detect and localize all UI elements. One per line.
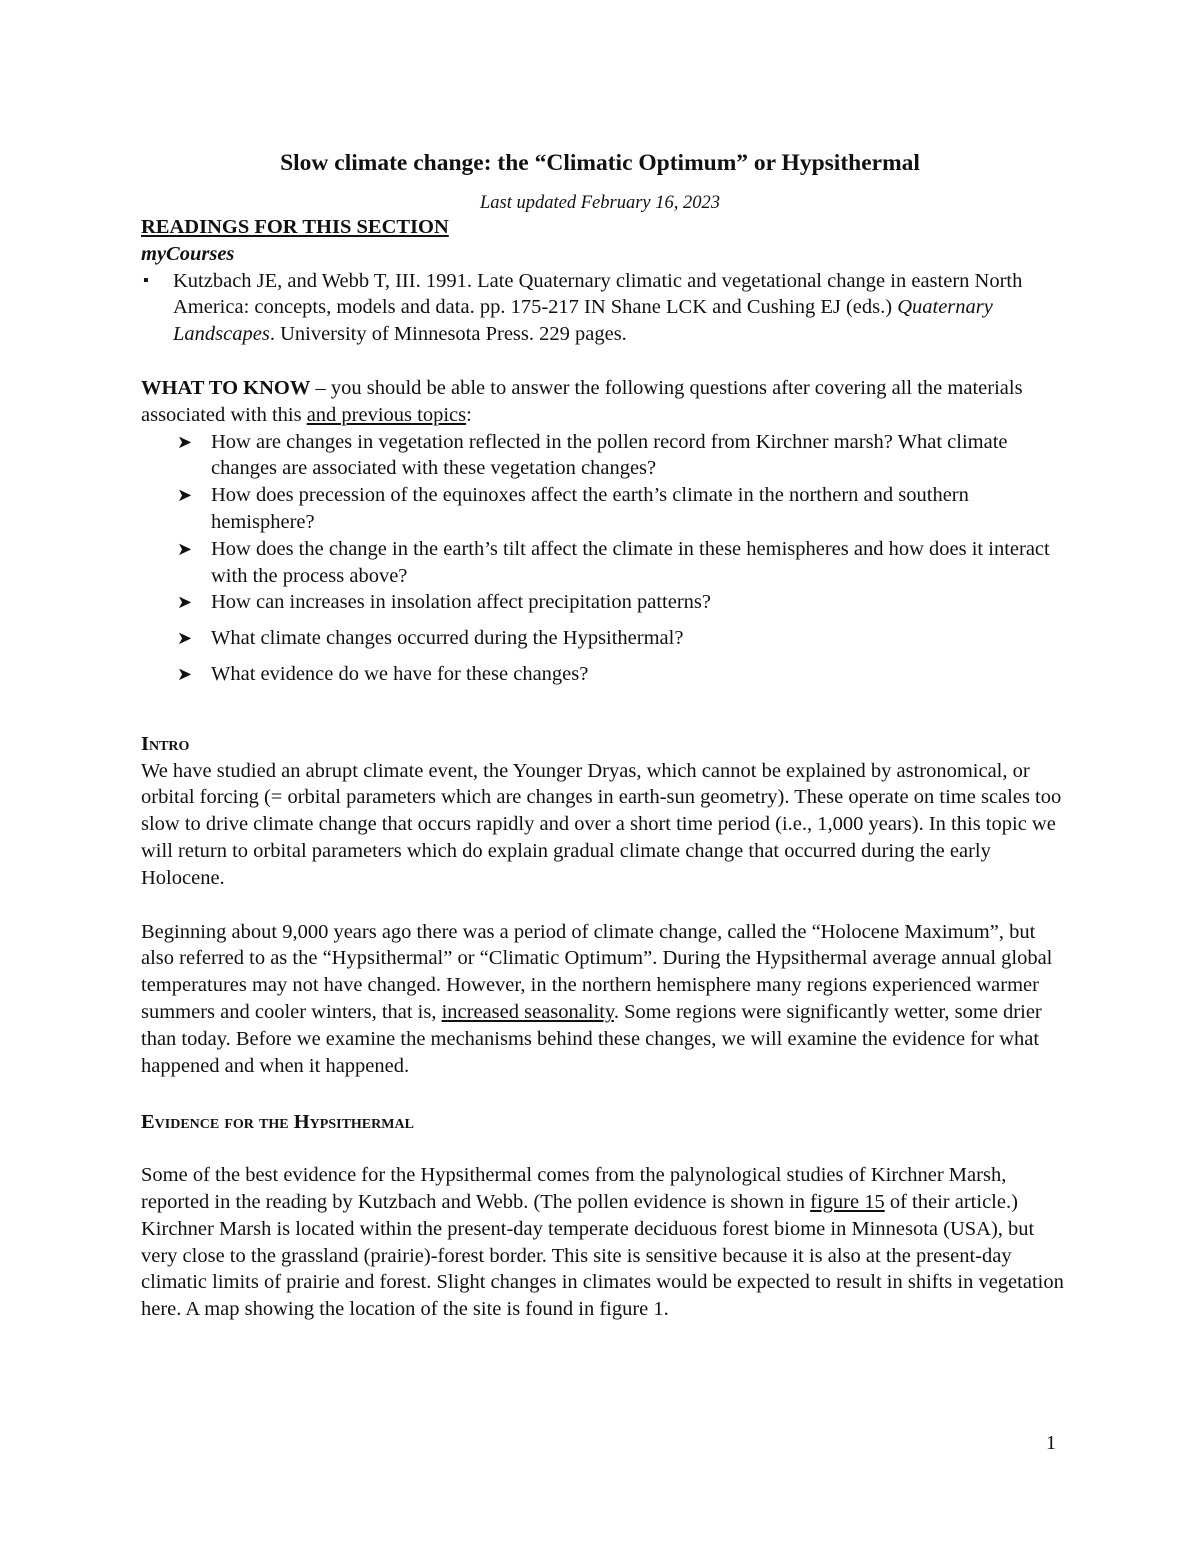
what-to-know-intro (141, 375, 1071, 429)
arrow-bullet-icon: ➤ (177, 431, 193, 452)
question-item (141, 625, 1071, 652)
evidence-paragraph-part2: of their article.) Kirchner Marsh is located within the present-day temperate deciduous forest biome in Minnesota (USA), but very close to the grassland (prairie)-forest border. This site is sensitive because it is also at the present-day climatic limits of prairie and forest. Slight changes in climates would be expected to result in shifts in vegetation here. A map showing the location of the site is found in figure 1. (141, 1190, 1064, 1321)
question-text: What climate changes occurred during the Hypsithermal? (211, 627, 684, 650)
arrow-bullet-icon: ➤ (177, 592, 193, 613)
evidence-paragraph-part1: Some of the best evidence for the Hypsithermal comes from the palynological studies of Kirchner Marsh, reported in the reading by Kutzbach and Webb. (The pollen evidence is shown in (141, 1164, 1007, 1213)
question-text: How does precession of the equinoxes affect the earth’s climate in the northern and southern hemisphere? (211, 484, 969, 533)
reading-citation-part2: . University of Minnesota Press. 229 pages. (269, 323, 627, 346)
what-to-know-underlined: and previous topics (306, 403, 467, 426)
question-item (141, 536, 1071, 590)
question-item (141, 661, 1071, 688)
page-number: 1 (1046, 1432, 1056, 1454)
document-title: Slow climate change: the “Climatic Optimum” or Hypsithermal (280, 150, 920, 176)
square-bullet-icon: ▪ (143, 271, 149, 289)
question-text: How are changes in vegetation reflected in the pollen record from Kirchner marsh? What climate changes are associated with these vegetation changes? (211, 430, 1008, 480)
questions-list (141, 429, 1071, 688)
arrow-bullet-icon: ➤ (177, 663, 193, 684)
evidence-paragraph (141, 1162, 1071, 1323)
readings-list (141, 268, 1071, 348)
reading-book-title: Quaternary Landscapes (173, 296, 993, 346)
arrow-bullet-icon: ➤ (177, 538, 193, 559)
increased-seasonality-term: increased seasonality (441, 1000, 614, 1023)
readings-source: myCourses (141, 242, 235, 265)
document-body (141, 214, 1071, 1323)
what-to-know-text-part2: : (466, 403, 472, 426)
figure-15-link[interactable]: figure 15 (810, 1190, 885, 1213)
intro-heading: Intro (141, 732, 190, 755)
intro-paragraph-1: We have studied an abrupt climate event, the Younger Dryas, which cannot be explained by astronomical, or orbital forcing (= orbital parameters which are changes in earth-sun geometry). These operate on time scales too slow to drive climate change that occurs rapidly and over a short time period (i.e., 1,000 years). In this topic we will return to orbital parameters which do explain gradual climate change that occurred during the early Holocene. (141, 759, 1062, 889)
question-item (141, 429, 1071, 483)
what-to-know-text-part1: – you should be able to answer the following questions after covering all the materials associated with this (141, 376, 1023, 426)
arrow-bullet-icon: ➤ (177, 628, 193, 649)
question-text: How does the change in the earth’s tilt affect the climate in these hemispheres and how does it interact with the process above? (211, 537, 1050, 587)
intro-paragraph-2-part2: . Some regions were significantly wetter, some drier than today. Before we examine the mechanisms behind these changes, we will examine the evidence for what happened and when it happened. (141, 1000, 1042, 1077)
question-text: How can increases in insolation affect precipitation patterns? (211, 591, 711, 614)
readings-heading: READINGS FOR THIS SECTION (141, 216, 449, 238)
question-item (141, 482, 1071, 536)
arrow-bullet-icon: ➤ (177, 485, 193, 506)
reading-citation-part1: Kutzbach JE, and Webb T, III. 1991. Late Quaternary climatic and vegetational change in eastern North America: concepts, models and data. pp. 175-217 IN Shane LCK and Cushing EJ (eds.) (173, 269, 1023, 319)
reading-item (141, 268, 1071, 348)
intro-paragraph-2-part1: Beginning about 9,000 years ago there was a period of climate change, called the “Holocene Maximum”, but also referred to as the “Hypsithermal” or “Climatic Optimum”. During the Hypsithermal average annual global temperatures may not have changed. However, in the northern hemisphere many regions experienced warmer summers and cooler winters, that is, (141, 920, 1053, 1023)
what-to-know-label: WHAT TO KNOW (141, 376, 311, 399)
evidence-heading: Evidence for the Hypsithermal (141, 1111, 414, 1134)
last-updated-date: Last updated February 16, 2023 (480, 193, 720, 213)
question-item (141, 589, 1071, 616)
question-text: What evidence do we have for these changes? (211, 662, 589, 685)
intro-paragraph-2 (141, 919, 1071, 1080)
